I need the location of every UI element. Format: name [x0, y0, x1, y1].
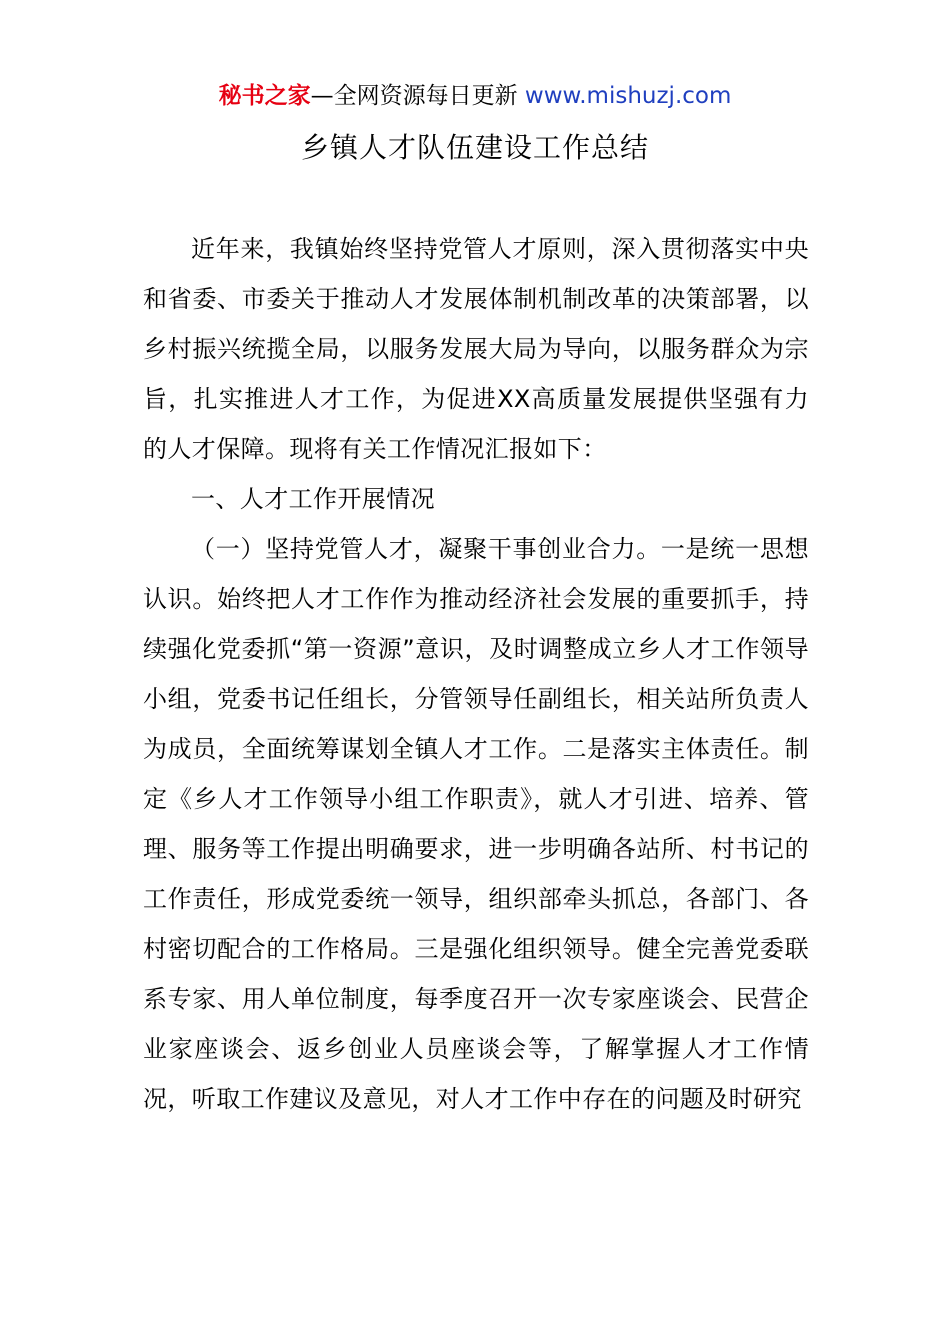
site-header: [0, 80, 950, 112]
body-paragraph: （一）坚持党管人才，凝聚干事创业合力。一是统一思想认识。始终把人才工作作为推动经济社会发展的重要抓手，持续强化党委抓“第一资源”意识，及时调整成立乡人才工作领导小组，党委书记任组长，分管领导任副组长，相关站所负责人为成员，全面统筹谋划全镇人才工作。二是落实主体责任。制定《乡人才工作领导小组工作职责》，就人才引进、培养、管理、服务等工作提出明确要求，进一步明确各站所、村书记的工作责任，形成党委统一领导，组织部牵头抓总，各部门、各村密切配合的工作格局。三是强化组织领导。健全完善党委联系专家、用人单位制度，每季度召开一次专家座谈会、民营企业家座谈会、返乡创业人员座谈会等，了解掌握人才工作情况，听取工作建议及意见，对人才工作中存在的问题及时研究: [143, 535, 809, 1113]
document-title: 乡镇人才队伍建设工作总结: [300, 131, 649, 164]
header-slogan: —全网资源每日更新: [310, 83, 525, 109]
brand-name: 秘书之家: [218, 83, 311, 109]
site-url-link[interactable]: www.mishuzj.com: [524, 83, 732, 109]
intro-paragraph: 近年来，我镇始终坚持党管人才原则，深入贯彻落实中央和省委、市委关于推动人才发展体制机制改革的决策部署，以乡村振兴统揽全局，以服务发展大局为导向，以服务群众为宗旨，扎实推进人才工作，为促进XX高质量发展提供坚强有力的人才保障。现将有关工作情况汇报如下：: [143, 235, 809, 463]
document-body: [143, 224, 809, 1124]
section-heading: 一、人才工作开展情况: [191, 485, 435, 513]
